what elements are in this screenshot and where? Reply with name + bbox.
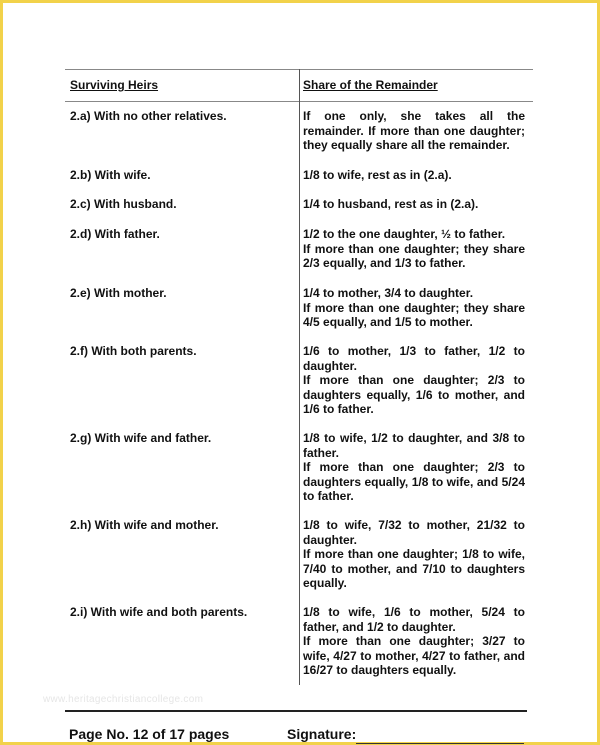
share-text: If more than one daughter; 2/3 to daughters equally, 1/8 to wife, and 5/24 to father. [303,460,525,504]
share-cell [303,605,525,678]
column-header-share: Share of the Remainder [303,78,438,92]
heir-cell: 2.h) With wife and mother. [70,518,219,532]
share-cell [303,431,525,504]
page-number: Page No. 12 of 17 pages [69,726,230,742]
share-cell [303,344,525,417]
column-divider [299,69,300,685]
share-text: If more than one daughter; they share 2/3 equally, and 1/3 to father. [303,241,525,271]
share-text: 1/6 to mother, 1/3 to father, 1/2 to daughter. [303,344,525,373]
share-text: 1/8 to wife, 7/32 to mother, 21/32 to daughter. [303,518,525,547]
share-text: 1/4 to husband, rest as in (2.a). [303,197,479,211]
share-cell [303,109,525,153]
share-text: If more than one daughter; 2/3 to daughters equally, 1/6 to mother, and 1/6 to father. [303,373,525,417]
signature-label: Signature: [287,726,357,742]
column-header-surviving-heirs: Surviving Heirs [70,78,159,92]
heir-cell: 2.c) With husband. [70,197,177,211]
signature-line[interactable] [356,743,524,744]
share-cell [303,168,525,183]
share-text: If more than one daughter; 3/27 to wife, 4/27 to mother, 4/27 to father, and 16/27 to daughters equally. [303,634,525,678]
share-cell [303,197,525,212]
share-text: 1/8 to wife, 1/2 to daughter, and 3/8 to father. [303,431,525,460]
share-cell [303,286,525,330]
share-text: 1/8 to wife, 1/6 to mother, 5/24 to father, and 1/2 to daughter. [303,605,525,634]
heir-cell: 2.g) With wife and father. [70,431,212,445]
share-text: 1/2 to the one daughter, ½ to father. [303,227,506,241]
share-cell [303,227,525,271]
document-page [3,3,597,742]
heir-cell: 2.i) With wife and both parents. [70,605,248,619]
share-cell [303,518,525,591]
heir-cell: 2.f) With both parents. [70,344,197,358]
share-text: 1/4 to mother, 3/4 to daughter. [303,286,474,300]
footer-rule [65,710,527,712]
share-text: If more than one daughter; 1/8 to wife, 7/40 to mother, and 7/10 to daughters equally. [303,547,525,591]
share-text: If one only, she takes all the remainder. If more than one daughter; they equally share all the remainder. [303,109,525,153]
heir-cell: 2.e) With mother. [70,286,167,300]
share-text: 1/8 to wife, rest as in (2.a). [303,168,452,182]
heir-cell: 2.b) With wife. [70,168,151,182]
watermark: www.heritagechristiancollege.com [43,694,204,705]
heir-cell: 2.d) With father. [70,227,160,241]
heir-cell: 2.a) With no other relatives. [70,109,227,123]
share-text: If more than one daughter; they share 4/5 equally, and 1/5 to mother. [303,300,525,330]
